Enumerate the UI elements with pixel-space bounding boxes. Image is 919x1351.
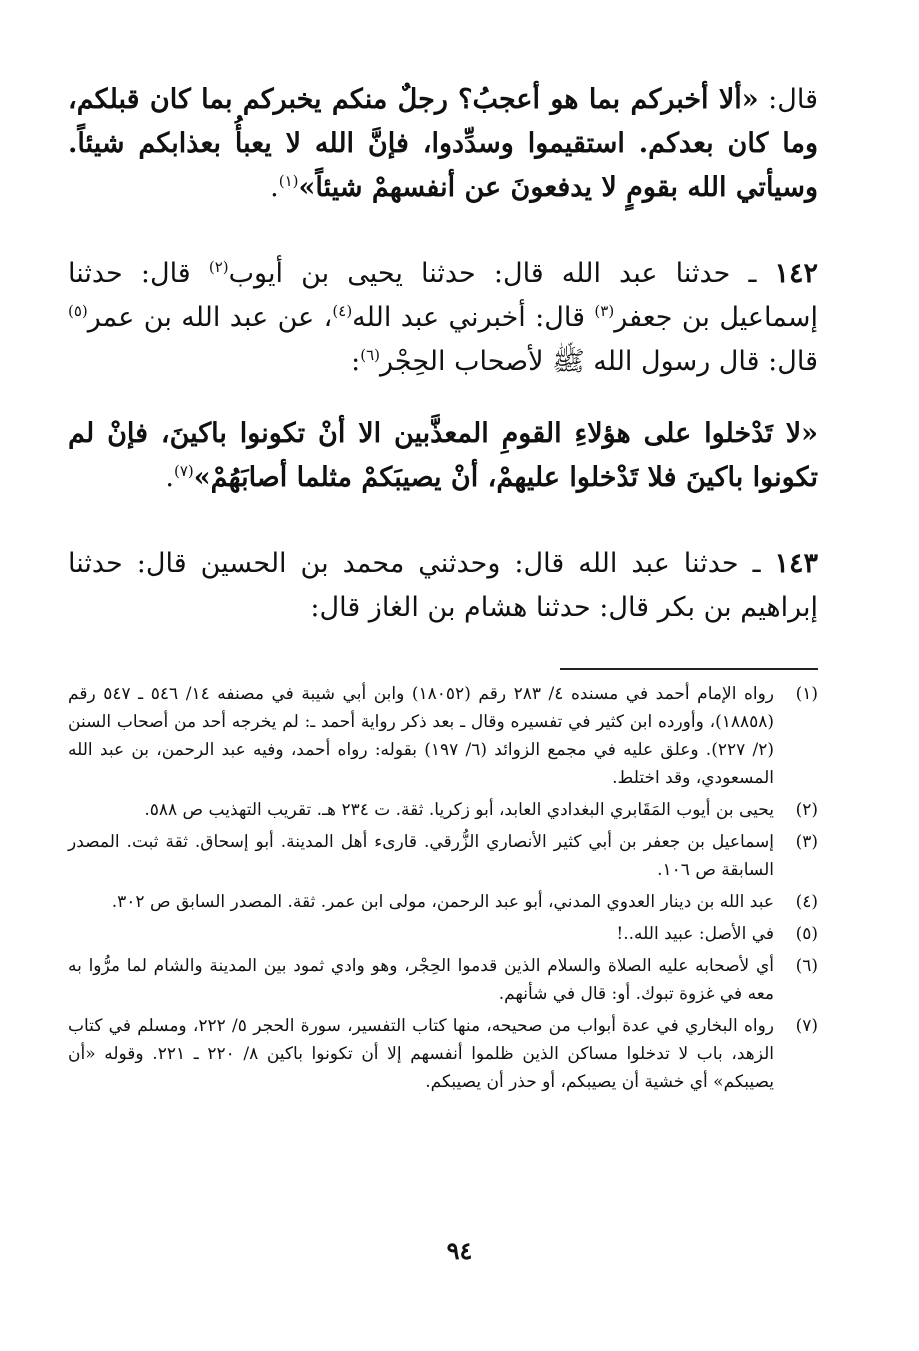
footnote-number: (٦)	[795, 956, 818, 976]
footnote-text: رواه الإمام أحمد في مسنده ٤/ ٢٨٣ رقم (١٨٠٥٢) وابن أبي شيبة في مصنفه ١٤/ ٥٤٦ ـ ٥٤٧ رقم (١٨٨٥٨)، وأورده ابن كثير في تفسيره وقال ـ بعد ذكر رواية أحمد ـ: لم يخرجه أحد من أصحاب السنن (٢/ ٢٢٧). وعلق عليه في مجمع الزوائد (٦/ ١٩٧) بقوله: رواه أحمد، وفيه عبد الرحمن، بن عبد الله المسعودي، وقد اختلط.	[68, 684, 775, 788]
hadith-143	[68, 542, 818, 630]
paragraph-1-end: .	[270, 172, 279, 203]
footnote-number: (٧)	[795, 1016, 818, 1036]
paragraph-3	[68, 412, 818, 500]
footnote-text: في الأصل: عبيد الله..!	[616, 924, 774, 944]
paragraph-3-end: .	[165, 462, 174, 493]
footnote-item	[68, 796, 818, 824]
hadith-142-text-f: :	[351, 346, 361, 377]
hadith-142-text-c: قال: أخبرني عبد الله	[352, 302, 595, 333]
footnotes	[68, 680, 818, 1100]
paragraph-1-quote: «ألا أخبركم بما هو أعجبُ؟ رجلٌ منكم يخبركم بما كان قبلكم، وما كان بعدكم. استقيموا وسدِّدوا، فإنَّ الله لا يعبأُ بعذابكم شيئاً. وسيأتي الله بقومٍ لا يدفعونَ عن أنفسهمْ شيئاً»	[68, 84, 818, 203]
main-text	[68, 78, 818, 630]
footnote-divider	[560, 668, 818, 670]
footnote-ref-7: (٧)	[174, 462, 194, 480]
hadith-142-text-a: ـ حدثنا عبد الله قال: حدثنا يحيى بن أيوب	[228, 258, 775, 289]
footnote-text: عبد الله بن دينار العدوي المدني، أبو عبد الرحمن، مولى ابن عمر. ثقة. المصدر السابق ص ٣٠٢.	[111, 892, 774, 912]
footnote-item	[68, 920, 818, 948]
footnote-item	[68, 888, 818, 916]
footnote-item	[68, 1012, 818, 1096]
hadith-142-text-e: قال: قال رسول الله ﷺ لأصحاب الحِجْر	[380, 346, 818, 377]
footnote-number: (٢)	[795, 800, 818, 820]
hadith-142-number: ١٤٢	[774, 258, 819, 289]
footnote-ref-5: (٥)	[68, 302, 88, 320]
footnote-ref-1: (١)	[278, 172, 299, 190]
footnote-number: (٣)	[795, 832, 818, 852]
footnote-ref-4: (٤)	[332, 302, 353, 320]
hadith-142-text-b: قال: حدثنا إسماعيل بن جعفر	[68, 258, 818, 333]
hadith-142	[68, 252, 818, 384]
footnote-item	[68, 952, 818, 1008]
footnote-number: (٤)	[795, 892, 818, 912]
footnote-ref-3: (٣)	[594, 302, 615, 320]
footnote-text: يحيى بن أيوب المَقَابري البغدادي العابد، أبو زكريا. ثقة. ت ٢٣٤ هـ. تقريب التهذيب ص ٥٨٨.	[144, 800, 774, 820]
footnote-ref-6: (٦)	[360, 346, 381, 364]
footnote-number: (٥)	[795, 924, 818, 944]
footnote-text: إسماعيل بن جعفر بن أبي كثير الأنصاري الزُّرقي. قارىء أهل المدينة. أبو إسحاق. ثقة ثبت. المصدر السابقة ص ١٠٦.	[68, 832, 774, 880]
paragraph-1-prefix: قال:	[758, 84, 818, 115]
footnote-text: أي لأصحابه عليه الصلاة والسلام الذين قدموا الحِجْر، وهو وادي ثمود بين المدينة والشام لما مرُّوا به معه في غزوة تبوك. أو: قال في شأنهم.	[68, 956, 774, 1004]
footnote-number: (١)	[795, 684, 818, 704]
footnote-text: رواه البخاري في عدة أبواب من صحيحه، منها كتاب التفسير، سورة الحجر ٥/ ٢٢٢، ومسلم في كتاب الزهد، باب لا تدخلوا مساكن الذين ظلموا أنفسهم إلا أن تكونوا باكين ٨/ ٢٢٠ ـ ٢٢١. وقوله «أن يصيبكم» أي خشية أن يصيبكم، أو حذر أن يصيبكم.	[68, 1016, 774, 1092]
page-number: ٩٤	[446, 1236, 473, 1265]
paragraph-1	[68, 78, 818, 210]
hadith-143-number: ١٤٣	[774, 548, 818, 579]
hadith-143-text: ـ حدثنا عبد الله قال: وحدثني محمد بن الحسين قال: حدثنا إبراهيم بن بكر قال: حدثنا هشام بن الغاز قال:	[68, 548, 818, 623]
footnote-ref-2: (٢)	[208, 258, 229, 276]
paragraph-3-quote: «لا تَدْخلوا على هؤلاءِ القومِ المعذَّبين الا أنْ تكونوا باكينَ، فإنْ لم تكونوا باكينَ فلا تَدْخلوا عليهمْ، أنْ يصيبَكمْ مثلما أصابَهُمْ»	[68, 418, 818, 493]
hadith-142-text-d: ، عن عبد الله بن عمر	[87, 302, 333, 333]
footnote-item	[68, 828, 818, 884]
footnote-item	[68, 680, 818, 792]
